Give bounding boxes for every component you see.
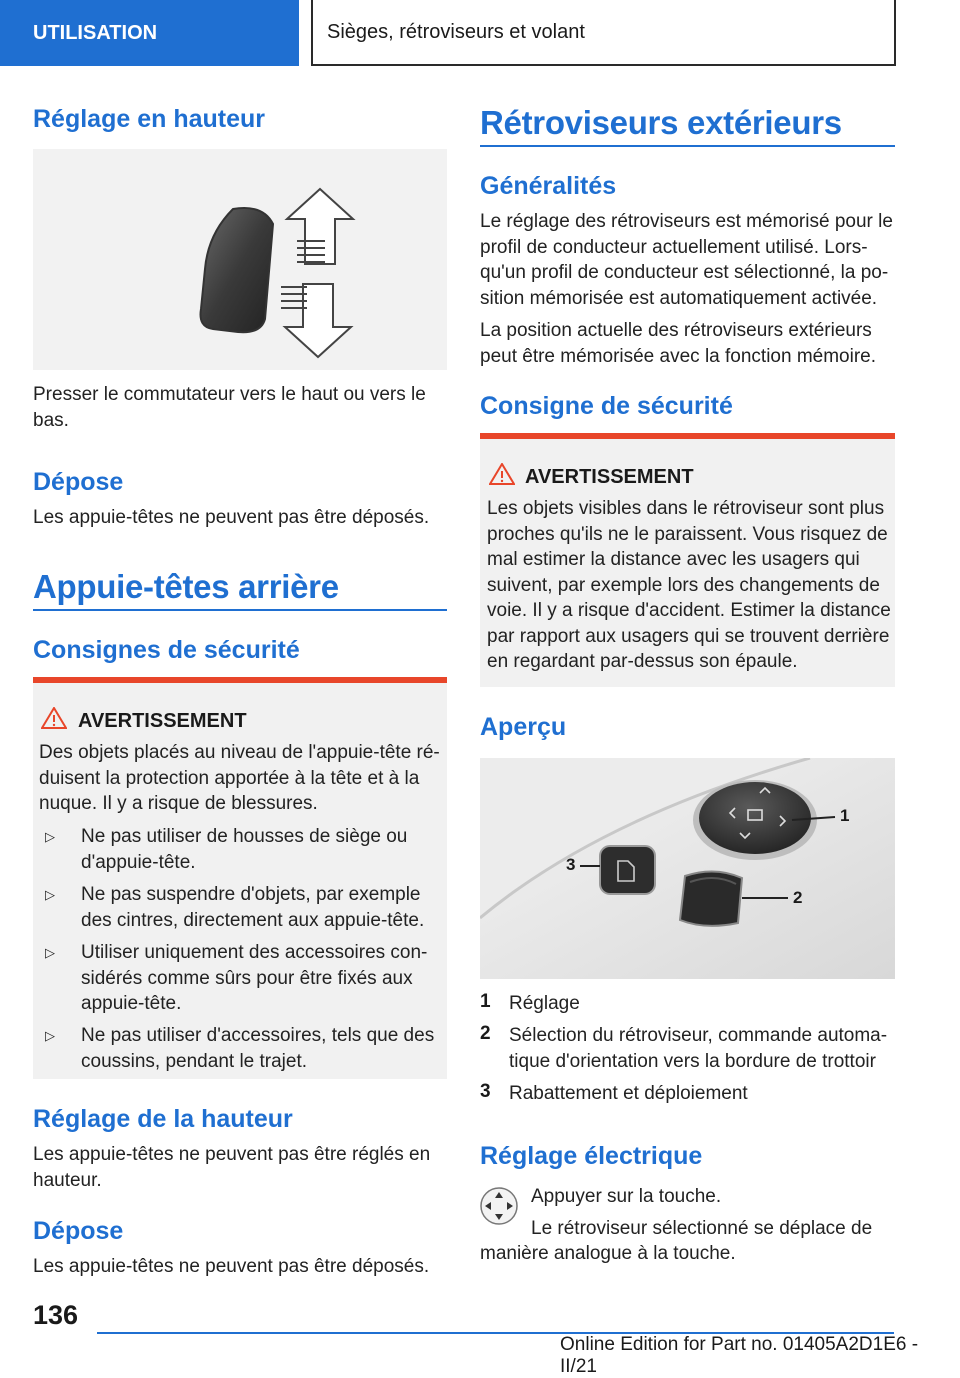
text-line: qu'un profil de conducteur est sélectionné, la po- [480,262,889,283]
text-line: nuque. Il y a risque de blessures. [39,793,318,814]
text-line: bas. [33,409,69,431]
text-line: Des objets placés au niveau de l'appuie-tête ré- [39,742,440,763]
legend-text [509,991,580,1017]
text-line: proches qu'ils ne le paraissent. Vous risquez de [487,523,888,545]
warning-title: AVERTISSEMENT [525,466,694,488]
bullet-item [45,882,445,934]
heading-rule [480,145,895,147]
warning-text [487,496,891,675]
heading-reglage-electrique: Réglage électrique [480,1142,703,1170]
warning-text [39,740,440,817]
bullet-marker: ▷ [45,887,55,902]
heading-reglage-de-la-hauteur: Réglage de la hauteur [33,1105,293,1133]
bullet-marker: ▷ [45,829,55,844]
bullet-item [45,1023,445,1075]
legend-number: 1 [480,991,491,1012]
figure-mirror-controls [480,758,895,979]
heading-reglage-en-hauteur: Réglage en hauteur [33,105,265,133]
paragraph-generalites-1 [480,209,893,311]
heading-consigne-securite: Consigne de sécurité [480,392,733,420]
text-line: La position actuelle des rétroviseurs extérieurs [480,320,872,341]
text-line: sidérés comme sûrs pour être fixés aux [81,967,413,989]
heading-consignes-securite: Consignes de sécurité [33,636,300,664]
warning-triangle-icon [41,707,67,729]
text-line: Ne pas utiliser d'accessoires, tels que des [81,1025,435,1046]
bullet-item [45,824,445,876]
figure-label: 3 [566,855,576,874]
heading-generalites: Généralités [480,172,617,200]
text-line: Rabattement et déploiement [509,1083,748,1104]
text-line: profil de conducteur actuellement utilisé. Lors- [480,236,868,258]
header-chapter-label: Sièges, rétroviseurs et volant [327,20,585,43]
paragraph-presser [33,382,426,433]
warning-box-headrest [33,677,447,1079]
text-line: mal estimer la distance avec les usagers qui [487,549,860,570]
bullet-marker: ▷ [45,945,55,960]
mirror-adjust-button-icon [480,1187,518,1225]
header-section [0,0,299,66]
paragraph-generalites-2 [480,318,876,369]
text-line: Utiliser uniquement des accessoires con- [81,942,428,963]
figure-label: 1 [840,806,850,825]
text-line: en regardant par-dessus son épaule. [487,651,798,672]
legend-number: 3 [480,1081,491,1102]
heading-apercu: Aperçu [480,713,567,741]
text-line: voie. Il y a risque d'accident. Estimer la distance [487,600,891,621]
footer-edition: Online Edition for Part no. 01405A2D1E6 - II/21 [560,1334,919,1377]
text-line: Sélection du rétroviseur, commande automa- [509,1025,888,1046]
legend-text [509,1023,887,1074]
text-line: appuie-tête. [81,993,182,1014]
heading-retroviseurs-exterieurs: Rétroviseurs extérieurs [480,104,842,141]
legend-number: 2 [480,1023,491,1044]
text-line: Presser le commutateur vers le haut ou vers le [33,384,426,405]
text-line: Réglage [509,993,580,1014]
text-line: Les appuie-têtes ne peuvent pas être réglés en [33,1144,431,1165]
figure-label: 2 [793,888,803,907]
text-line: suivent, par exemple lors des changements de [487,574,880,596]
text-line: tique d'orientation vers la bordure de trottoir [509,1050,876,1072]
paragraph-depose-1: Les appuie-têtes ne peuvent pas être déposés. [33,507,430,528]
legend-text [509,1081,748,1107]
warning-title: AVERTISSEMENT [78,710,247,732]
page-number: 136 [33,1300,79,1330]
text-line: des cintres, directement aux appuie-tête. [81,909,425,931]
heading-depose-2: Dépose [33,1217,124,1245]
text-line: Ne pas utiliser de housses de siège ou [81,826,408,847]
text-line: par rapport aux usagers qui se trouvent derrière [487,625,890,647]
header-chapter [311,0,896,66]
figure-height-switch [33,149,447,370]
heading-depose-1: Dépose [33,468,124,496]
text-line: peut être mémorisée avec la fonction mémoire. [480,345,877,367]
heading-appuie-tetes-arriere: Appuie-têtes arrière [33,568,339,605]
text-line: coussins, pendant le trajet. [81,1050,308,1072]
text-line: Ne pas suspendre d'objets, par exemple [81,884,421,905]
paragraph-electrique-2b: manière analogue à la touche. [480,1243,736,1264]
header-section-label: UTILISATION [33,21,158,44]
text-line: sition mémorisée est automatiquement activée. [480,287,878,309]
text-line: Le réglage des rétroviseurs est mémorisé pour le [480,211,893,232]
paragraph-depose-2: Les appuie-têtes ne peuvent pas être déposés. [33,1256,430,1277]
bullet-item [45,940,445,1018]
warning-box-mirror [480,433,895,687]
paragraph-electrique-2a: Le rétroviseur sélectionné se déplace de [531,1218,873,1239]
bullet-marker: ▷ [45,1028,55,1043]
height-switch-illustration [33,149,447,370]
mirror-controls-illustration [480,758,895,979]
text-line: hauteur. [33,1169,102,1191]
text-line: Les objets visibles dans le rétroviseur sont plus [487,498,885,519]
text-line: d'appuie-tête. [81,851,196,873]
paragraph-electrique-1: Appuyer sur la touche. [531,1186,722,1207]
paragraph-reglage-de [33,1142,430,1193]
text-line: duisent la protection apportée à la tête et à la [39,767,420,789]
warning-triangle-icon [489,463,515,485]
heading-rule [33,609,447,611]
